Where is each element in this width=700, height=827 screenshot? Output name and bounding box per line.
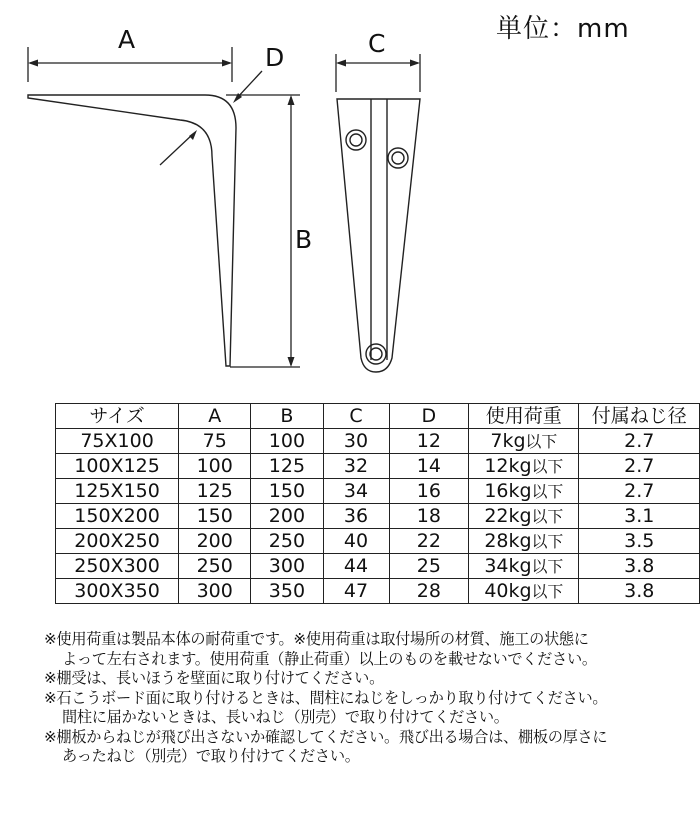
header-b: B [251, 404, 323, 429]
cell-c: 44 [323, 554, 389, 579]
table-row [56, 504, 700, 529]
note-line: 間柱に届かないときは、長いねじ（別売）で取り付けてください。 [62, 708, 509, 726]
note-line: ※石こうボード面に取り付けるときは、間柱にねじをしっかり取り付けてください。 [44, 688, 608, 707]
load-unit: 以下 [525, 431, 558, 451]
load-value: 16kg [484, 479, 532, 502]
cell-size: 100X125 [56, 454, 179, 479]
dimension-c-label: C [368, 29, 386, 58]
cell-a: 125 [179, 479, 251, 504]
cell-c: 34 [323, 479, 389, 504]
cell-screw: 3.8 [579, 554, 700, 579]
load-value: 28kg [484, 529, 532, 552]
cell-a: 100 [179, 454, 251, 479]
cell-size: 200X250 [56, 529, 179, 554]
cell-d: 18 [389, 504, 469, 529]
dimension-a-label: A [118, 25, 136, 54]
cell-b: 200 [251, 504, 323, 529]
cell-load [469, 554, 579, 579]
load-value: 34kg [484, 554, 532, 577]
cell-load [469, 529, 579, 554]
cell-d: 22 [389, 529, 469, 554]
load-value: 7kg [490, 429, 526, 452]
cell-c: 36 [323, 504, 389, 529]
header-load: 使用荷重 [469, 404, 579, 429]
load-unit: 以下 [531, 556, 564, 576]
load-unit: 以下 [531, 481, 564, 501]
cell-size: 250X300 [56, 554, 179, 579]
note-line: ※棚板からねじが飛び出さないか確認してください。飛び出る場合は、棚板の厚さに [44, 727, 608, 746]
table-row [56, 479, 700, 504]
cell-screw: 2.7 [579, 429, 700, 454]
cell-screw: 2.7 [579, 479, 700, 504]
header-a: A [179, 404, 251, 429]
header-d: D [389, 404, 469, 429]
cell-load [469, 504, 579, 529]
cell-load [469, 454, 579, 479]
cell-b: 250 [251, 529, 323, 554]
cell-a: 75 [179, 429, 251, 454]
cell-load [469, 429, 579, 454]
cell-d: 28 [389, 579, 469, 604]
cell-screw: 3.8 [579, 579, 700, 604]
cell-d: 14 [389, 454, 469, 479]
cell-d: 16 [389, 479, 469, 504]
bracket-front-view [337, 99, 420, 372]
spec-table [55, 403, 700, 604]
table-row [56, 429, 700, 454]
load-unit: 以下 [531, 456, 564, 476]
dimension-d-label: D [265, 43, 285, 72]
cell-c: 30 [323, 429, 389, 454]
notes [44, 630, 694, 767]
table-row [56, 579, 700, 604]
note-line: よって左右されます。使用荷重（静止荷重）以上のものを載せないでください。 [62, 649, 597, 668]
cell-a: 200 [179, 529, 251, 554]
cell-a: 250 [179, 554, 251, 579]
cell-screw: 2.7 [579, 454, 700, 479]
load-unit: 以下 [531, 506, 564, 526]
header-c: C [323, 404, 389, 429]
cell-b: 300 [251, 554, 323, 579]
table-row [56, 529, 700, 554]
cell-a: 300 [179, 579, 251, 604]
cell-load [469, 479, 579, 504]
cell-load [469, 579, 579, 604]
load-unit: 以下 [531, 581, 564, 601]
bracket-drawing [0, 0, 700, 400]
cell-size: 75X100 [56, 429, 179, 454]
cell-screw: 3.1 [579, 504, 700, 529]
screw-hole-top-right [388, 148, 408, 168]
load-value: 12kg [484, 454, 532, 477]
cell-b: 150 [251, 479, 323, 504]
screw-hole-top-left [346, 130, 366, 150]
cell-size: 125X150 [56, 479, 179, 504]
note-line: ※使用荷重は製品本体の耐荷重です。※使用荷重は取付場所の材質、施工の状態に [44, 630, 589, 648]
cell-screw: 3.5 [579, 529, 700, 554]
cell-c: 32 [323, 454, 389, 479]
bracket-side-view [28, 95, 236, 366]
dimension-b [226, 95, 300, 367]
dimension-d [160, 71, 262, 165]
load-value: 22kg [484, 504, 532, 527]
dimension-c [336, 54, 420, 92]
header-size: サイズ [56, 404, 179, 429]
cell-a: 150 [179, 504, 251, 529]
cell-d: 25 [389, 554, 469, 579]
cell-c: 47 [323, 579, 389, 604]
cell-size: 300X350 [56, 579, 179, 604]
dimension-b-label: B [295, 225, 313, 254]
load-value: 40kg [484, 579, 532, 602]
cell-b: 350 [251, 579, 323, 604]
header-screw: 付属ねじ径 [579, 404, 700, 429]
screw-hole-bottom [366, 344, 386, 364]
note-line: ※棚受は、長いほうを壁面に取り付けてください。 [44, 669, 384, 687]
table-row [56, 454, 700, 479]
cell-c: 40 [323, 529, 389, 554]
cell-size: 150X200 [56, 504, 179, 529]
cell-b: 125 [251, 454, 323, 479]
load-unit: 以下 [531, 531, 564, 551]
table-row [56, 554, 700, 579]
note-line: あったねじ（別売）で取り付けてください。 [62, 747, 360, 765]
table-header-row [56, 404, 700, 429]
unit-label: 単位：mm [496, 14, 630, 44]
cell-b: 100 [251, 429, 323, 454]
cell-d: 12 [389, 429, 469, 454]
